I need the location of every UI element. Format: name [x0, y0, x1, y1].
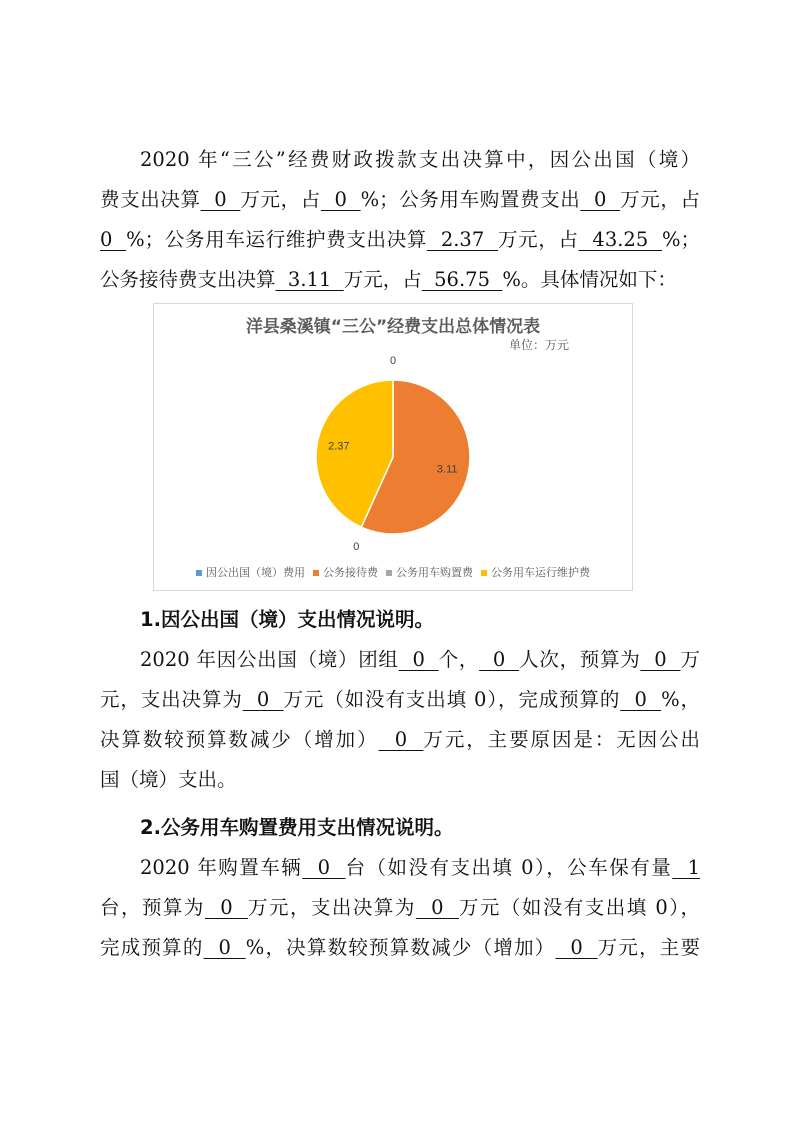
pie-chart	[154, 304, 632, 590]
filled-value: 43.25	[578, 228, 662, 251]
filled-value: 0	[302, 856, 346, 879]
intro-text: 公务接待费支出决算	[100, 268, 276, 291]
filled-value: 0	[378, 728, 424, 751]
filled-value: 0	[203, 936, 246, 959]
filled-value: 0	[415, 896, 459, 919]
legend-label: 公务接待费	[323, 566, 378, 579]
s1-text: 决算数较预算数减少（增加）	[100, 728, 379, 751]
legend-label: 公务用车运行维护费	[491, 566, 590, 579]
intro-line-2	[100, 180, 700, 220]
intro-text: 万元，占	[240, 188, 321, 211]
intro-line-4	[100, 260, 700, 300]
legend-swatch	[313, 570, 319, 576]
s2-text: 万元，主要	[597, 936, 701, 959]
s1-text: 元，支出决算为	[100, 688, 243, 711]
s2-text: 万元，支出决算为	[248, 896, 416, 919]
intro-text: %；公务用车运行维护费支出决算	[126, 228, 428, 251]
filled-value: 0	[100, 228, 127, 251]
intro-paragraph	[100, 140, 700, 300]
s1-text: 万	[680, 648, 700, 671]
filled-value: 0	[204, 896, 248, 919]
section-1-heading: 1.因公出国（境）支出情况说明。	[140, 608, 434, 631]
s1-line-4	[100, 760, 700, 800]
filled-value: 56.75	[421, 268, 503, 291]
legend-item	[196, 564, 305, 580]
filled-value: 0	[398, 648, 439, 671]
pie-data-label: 0	[389, 355, 397, 367]
s1-text: 人次，预算为	[519, 648, 641, 671]
intro-text: 万元，占	[497, 228, 579, 251]
section-2-heading: 2.公务用车购置费用支出情况说明。	[140, 816, 454, 839]
s1-text: 个，	[438, 648, 480, 671]
filled-value: 1	[672, 856, 701, 879]
filled-value: 0	[580, 188, 621, 211]
section-1-paragraph	[100, 640, 700, 800]
s1-text: 国（境）支出。	[100, 768, 237, 791]
s2-text: 台，预算为	[100, 896, 205, 919]
filled-value: 0	[555, 936, 598, 959]
intro-text: 万元，占	[620, 188, 701, 211]
filled-value: 0	[640, 648, 681, 671]
filled-value: 3.11	[275, 268, 344, 291]
s1-text: %，	[661, 688, 701, 711]
s2-line-2	[100, 888, 700, 928]
s1-text: 2020 年因公出国（境）团组	[140, 648, 399, 671]
s1-line-3	[100, 720, 700, 760]
chart-title: 洋县桑溪镇“三公”经费支出总体情况表	[245, 317, 541, 337]
filled-value: 0	[479, 648, 520, 671]
chart-unit-label: 单位：万元	[508, 338, 569, 352]
filled-value: 0	[242, 688, 284, 711]
s2-line-1	[100, 848, 700, 888]
intro-text: %；	[661, 228, 701, 251]
intro-line-1	[100, 140, 700, 180]
s2-text: 台（如没有支出填 0），公车保有量	[345, 856, 673, 879]
pie-data-label: 2.37	[328, 440, 350, 453]
legend-swatch	[196, 570, 202, 576]
legend-item	[386, 564, 473, 580]
intro-text: 2020 年“三公”经费财政拨款支出决算中，因公出国（境）	[140, 148, 700, 171]
section-2-paragraph	[100, 848, 700, 968]
intro-text: %；公务用车购置费支出	[360, 188, 581, 211]
s1-line-2	[100, 680, 700, 720]
filled-value: 0	[320, 188, 361, 211]
intro-line-3	[100, 220, 700, 260]
filled-value: 0	[200, 188, 241, 211]
s1-line-1	[100, 640, 700, 680]
s2-line-3	[100, 928, 700, 968]
s2-text: 2020 年购置车辆	[140, 856, 303, 879]
legend-swatch	[386, 570, 392, 576]
intro-text: 万元，占	[343, 268, 422, 291]
s1-text: 万元，主要原因是：无因公出	[423, 728, 700, 751]
filled-value: 0	[620, 688, 662, 711]
filled-value: 2.37	[427, 228, 498, 251]
pie-data-label: 0	[353, 541, 360, 554]
s2-text: 万元（如没有支出填 0），	[458, 896, 700, 919]
pie-data-label: 3.11	[436, 463, 458, 476]
chart-legend	[154, 564, 632, 580]
intro-text: 费支出决算	[100, 188, 201, 211]
legend-item	[313, 564, 378, 580]
s2-text: %，决算数较预算数减少（增加）	[245, 936, 556, 959]
pie-chart-container	[153, 303, 633, 591]
s2-text: 完成预算的	[100, 936, 204, 959]
legend-label: 因公出国（境）费用	[206, 566, 305, 579]
legend-swatch	[481, 570, 487, 576]
legend-label: 公务用车购置费	[396, 566, 473, 579]
legend-item	[481, 564, 590, 580]
s1-text: 万元（如没有支出填 0），完成预算的	[283, 688, 621, 711]
intro-text: %。具体情况如下：	[502, 268, 677, 291]
